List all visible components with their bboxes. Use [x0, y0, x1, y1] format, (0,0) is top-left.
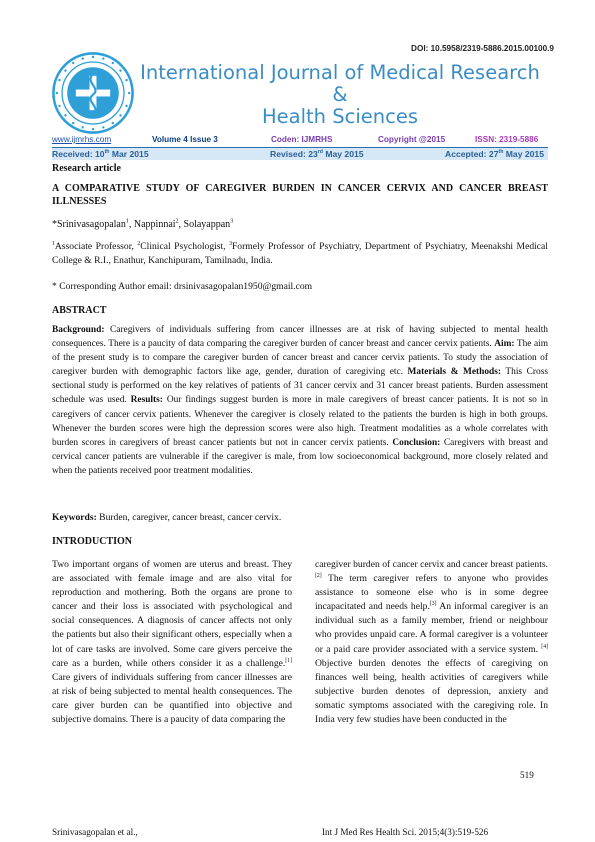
received-rest: Mar 2015	[109, 149, 149, 159]
intro-right-p2: The term caregiver refers to anyone who provides assistance to someone else who is in some degree incapacitated and needs help.	[315, 573, 548, 613]
introduction-left-column	[52, 558, 292, 727]
affil-1: Associate Professor,	[54, 241, 138, 252]
journal-info-row	[52, 135, 548, 146]
issn: ISSN: 2319-5886	[475, 135, 539, 144]
abstract-conclusion-text: Caregivers with breast and cervical cancer patients are vulnerable if the caregiver is male, from low socioeconomical background, more closely related and when the patients received poor treatment modalities.	[52, 437, 548, 476]
received-label: Received: 10	[52, 149, 105, 159]
abstract-results-text: Our findings suggest burden is more in male caregivers of breast cancer patients. It is not so in caregivers of cancer cervix patients. Whenever the caregiver is closely related to the patients the burden is high in both groups. Whenever the burden scores were high the depression scores were also high. Treatment modalities as a whole correlates with burden scores in caregivers of breast cancer patients but not in cancer cervix patients.	[52, 395, 548, 448]
affil-sup-3: 3	[229, 240, 232, 247]
keywords-text: Burden, caregiver, cancer breast, cancer cervix.	[96, 512, 282, 523]
intro-right-p3: An informal caregiver is an individual such as a family member, friend or neighbour who provides unpaid care. A formal caregiver is a volunteer or a paid care provider associated with a service system.	[315, 601, 548, 655]
dates-bar	[52, 147, 548, 160]
revised-rest: May 2015	[322, 149, 364, 159]
received-sup: th	[104, 149, 110, 156]
accepted-rest: May 2015	[503, 149, 544, 159]
author-3: , Solayappan	[178, 219, 231, 230]
article-title: A COMPARATIVE STUDY OF CAREGIVER BURDEN IN CANCER CERVIX AND CANCER BREAST ILLNESSES	[52, 183, 548, 207]
citation-4[interactable]: [4]	[541, 643, 548, 650]
affil-2: Clinical Psychologist,	[140, 241, 230, 252]
author-1-sup: 1	[125, 218, 129, 225]
abstract-aim-label: Aim:	[494, 339, 515, 350]
keywords	[52, 512, 281, 523]
abstract-methods-label: Materials & Methods:	[407, 367, 502, 378]
intro-right-p4: Objective burden denotes the effects of caregiving on finances well being, health activities of caregivers while subjective burden denotes of depression, anxiety and somatic symptoms associated with the caregiving role. In India very few studies have been conducted in the	[315, 657, 548, 726]
intro-left-p1: Two important organs of women are uterus and breast. They are associated with female image and are also vital for reproduction and mothering. Both the organs are prone to cancer and their loss is associated with psychological and social consequences. A diagnosis of cancer affects not only the patients but also their significant others, especially when a lot of care tasks are involved. Some care givers perceive the care as a burden, while others consider it as a challenge.	[52, 559, 292, 669]
abstract-background-label: Background:	[52, 325, 105, 335]
accepted-date	[445, 149, 544, 159]
footer-authors: Srinivasagopalan et al.,	[52, 827, 138, 837]
abstract-results-label: Results:	[130, 395, 163, 406]
accepted-label: Accepted: 27	[445, 149, 499, 159]
citation-3[interactable]: [3]	[429, 601, 437, 608]
affil-3: Formely Professor of Psychiatry, Department of Psychiatry, Meenakshi Medical College & R.I., Enathur, Kanchipuram, Tamilnadu, India.	[52, 241, 548, 266]
abstract-background-text: Caregivers of individuals suffering from cancer illnesses are at risk of having subjected to mental health consequences. There is a paucity of data comparing the caregiver burden of cancer breast and cancer cervix patients.	[52, 325, 548, 350]
citation-1[interactable]: [1]	[285, 657, 292, 664]
keywords-label: Keywords:	[52, 512, 97, 523]
journal-title-line1: International Journal of Medical Research	[140, 61, 540, 84]
authors	[52, 219, 233, 230]
abstract-body	[52, 323, 548, 478]
introduction-right-column	[315, 558, 548, 727]
abstract-methods-text: This Cross sectional study is performed on the key relatives of patients of 31 cancer cervix and 31 cancer breast patients. Burden assessment schedule was used.	[52, 367, 548, 406]
author-2-sup: 2	[175, 218, 179, 225]
journal-title-line2: Health Sciences	[262, 105, 418, 128]
author-1: *Srinivasagopalan	[52, 219, 126, 230]
abstract-aim-text: The aim of the present study is to compare the caregiver burden of cancer breast and cancer cervix patients. To study the association of caregiver burden with demographic factors like age, gender, duration of caregiving etc.	[52, 339, 548, 378]
affil-sup-2: 2	[137, 240, 141, 247]
revised-label: Revised: 23	[270, 149, 318, 159]
citation-2[interactable]: [2]	[315, 572, 322, 579]
copyright: Copyright @2015	[378, 135, 446, 144]
abstract-conclusion-label: Conclusion:	[392, 437, 441, 448]
volume-issue: Volume 4 Issue 3	[152, 135, 218, 144]
revised-sup: rd	[317, 149, 323, 156]
article-type: Research article	[52, 163, 121, 174]
footer-citation: Int J Med Res Health Sci. 2015;4(3):519-526	[322, 827, 489, 837]
intro-left-p2: Care givers of individuals suffering from cancer illnesses are at risk of being subjected to mental health consequences. The care giver burden can be quantified into objective and subjective domains. There is a paucity of data comparing the	[52, 671, 292, 726]
page-number: 519	[520, 770, 534, 780]
journal-url-link[interactable]: www.ijmrhs.com	[52, 135, 112, 144]
affiliations	[52, 240, 548, 268]
received-date	[52, 149, 149, 159]
journal-title	[140, 62, 540, 128]
journal-title-ampersand: &	[332, 83, 348, 106]
introduction-heading: INTRODUCTION	[52, 536, 133, 547]
author-3-sup: 3	[230, 218, 234, 225]
accepted-sup: th	[498, 149, 504, 156]
journal-logo-icon	[50, 50, 136, 136]
revised-date	[270, 149, 364, 159]
abstract-heading: ABSTRACT	[52, 305, 107, 316]
intro-right-p1: caregiver burden of cancer cervix and cancer breast patients.	[315, 559, 548, 570]
author-2: , Nappinnai	[128, 219, 176, 230]
affil-sup-1: 1	[52, 240, 55, 247]
doi-text: DOI: 10.5958/2319-5886.2015.00100.9	[411, 44, 554, 53]
coden: Coden: IJMRHS	[271, 135, 333, 144]
corresponding-author-email: * Corresponding Author email: drsinivasagopalan1950@gmail.com	[52, 281, 313, 292]
